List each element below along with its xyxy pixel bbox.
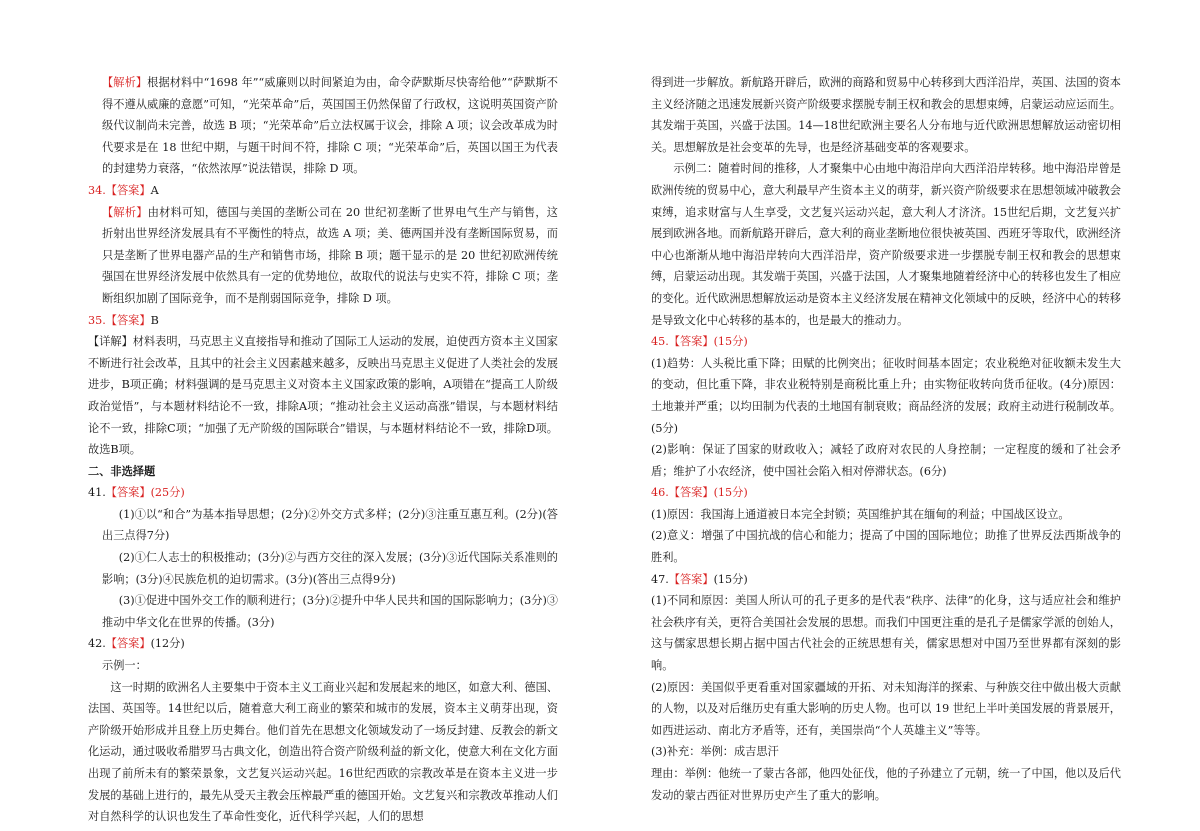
answer-41-part1: (1)①以“和合”为基本指导思想；(2分)②外交方式多样；(2分)③注重互惠互利。(2分)(答出三点得7分)	[102, 507, 558, 543]
answer-35-heading: 35.【答案】B	[88, 313, 159, 327]
answer-46-part2: (2)意义：增强了中国抗战的信心和能力；提高了中国的国际地位；助推了世界反法西斯战争的胜利。	[651, 529, 1121, 565]
answer-47-part2: (2)原因：美国似乎更看重对国家疆域的开拓、对未知海洋的探索、与种族交往中做出极大贡献的人物，以及对后继历史有重大影响的历史人物。也可以 19 世纪上半叶美国发展的背景展开，如西进运动、南北方矛盾等，还有，美国崇尚“个人英雄主义”等等。	[651, 680, 1121, 737]
answer-47-part3: (3)补充：举例：成吉思汗	[651, 745, 779, 759]
left-column	[88, 72, 558, 828]
answer-46-part1: (1)原因：我国海上通道被日本完全封锁；英国维护其在缅甸的利益；中国战区设立。	[651, 507, 1070, 521]
example-one-label: 示例一：	[102, 659, 147, 673]
answer-41-part3: (3)①促进中国外交工作的顺利进行；(3分)②提升中华人民共和国的国际影响力；(3分)③推动中华文化在世界的传播。(3分)	[102, 594, 558, 629]
example-one-body: 这一时期的欧洲名人主要集中于资本主义工商业兴起和发展起来的地区，如意大利、德国、法国、英国等。14世纪以后，随着意大利工商业的繁荣和城市的发展，资本主义萌芽出现，资产阶级开始形成并且登上历史舞台。他们首先在思想文化领域发动了一场反封建、反教会的新文化运动，通过吸收希腊罗马古典文化，创造出符合资产阶级利益的新文化，使意大利在文化方面出现了前所未有的繁荣景象，文艺复兴运动兴起。16世纪西欧的宗教改革是在资本主义进一步发展的基础上进行的，最先从受天主教会压榨最严重的德国开始。文艺复兴和宗教改革推动人们对自然科学的认识也发生了革命性变化，近代科学兴起，人们的思想	[88, 680, 558, 824]
detail-35: 【详解】材料表明，马克思主义直接指导和推动了国际工人运动的发展，迫使西方资本主义国家不断进行社会改革，且其中的社会主义因素越来越多，反映出马克思主义促进了人类社会的发展进步，B项正确；材料强调的是马克思主义对资本主义国家政策的影响，A项错在“提高工人阶级政治觉悟”，与本题材料结论不一致，排除A项；“推动社会主义运动高涨”错误，与本题材料结论不一致，排除C项；“加强了无产阶级的国际联合”错误，与本题材料结论不一致，排除D项。故选B项。	[88, 335, 558, 457]
answer-45-part2: (2)影响：保证了国家的财政收入；减轻了政府对农民的人身控制；一定程度的缓和了社会矛盾；维护了小农经济，使中国社会陷入相对停滞状态。(6分)	[651, 443, 1121, 478]
analysis-tag: 【解析】	[102, 205, 148, 219]
answer-41-heading: 41.【答案】(25分)	[88, 486, 185, 500]
analysis-34: 【解析】由材料可知，德国与美国的垄断公司在 20 世纪初垄断了世界电气生产与销售，这折射出世界经济发展具有不平衡性的特点，故选 A 项；美、德两国并没有垄断国际贸易，而只是垄断了世界电器产品的生产和销售市场，排除 B 项；题干显示的是 20 世纪初欧洲传统强国在世界经济发展中依然具有一定的优势地位，故取代的说法与史实不符，排除 C 项；垄断组织加剧了国际竞争，而不是削弱国际竞争，排除 D 项。	[102, 205, 558, 305]
analysis-tag: 【解析】	[102, 76, 148, 89]
answer-47-part1: (1)不同和原因：美国人所认可的孔子更多的是代表“秩序、法律”的化身，这与适应社会和维护社会秩序有关，更符合美国社会发展的思想。而我们中国更注重的是孔子是儒家学派的创始人，这与儒家思想长期占据中国古代社会的正统思想有关，儒家思想对中国乃至世界都有深刻的影响。	[651, 594, 1121, 673]
answer-46-heading: 46.【答案】(15分)	[651, 486, 748, 500]
answer-45-heading: 45.【答案】(15分)	[651, 335, 748, 349]
example-two: 示例二：随着时间的推移，人才聚集中心由地中海沿岸向大西洋沿岸转移。地中海沿岸曾是欧洲传统的贸易中心，意大利最早产生资本主义的萌芽，新兴资产阶级要求在思想领域冲破教会束缚，追求财富与人生享受，文艺复兴运动兴起，意大利人才济济。15世纪后期，文艺复兴扩展到欧洲各地。而新航路开辟后，意大利的商业垄断地位很快被英国、西班牙等取代，欧洲经济中心也渐渐从地中海沿岸转向大西洋沿岸，资产阶级要求进一步摆脱专制王权和教会的思想束缚，启蒙运动出现。其发端于英国，兴盛于法国，人才聚集地随着经济中心的转移也发生了相应的变化。近代欧洲思想解放运动是资本主义经济发展在精神文化领域中的反映，经济中心的转移是导致文化中心转移的基本的，也是最大的推动力。	[651, 162, 1121, 327]
answer-42-heading: 42.【答案】(12分)	[88, 637, 185, 651]
section-heading: 二、非选择题	[88, 463, 156, 478]
right-column	[651, 72, 1121, 806]
analysis-33: 【解析】根据材料中“1698 年”“威廉则以时间紧迫为由，命令萨默斯尽快寄给他”“萨默斯不得不遵从威廉的意愿”可知，“光荣革命”后，英国国王仍然保留了行政权，这说明英国资产阶级代议制尚未完善，故选 B 项；“光荣革命”后立法权属于议会，排除 A 项；议会改革成为时代要求是在 18 世纪中期，与题干时间不符，排除 C 项；“光荣革命”后，英国以国王为代表的封建势力衰落，“依然浓厚”说法错误，排除 D 项。	[102, 76, 558, 176]
answer-45-part1: (1)趋势：人头税比重下降；田赋的比例突出；征收时间基本固定；农业税绝对征收额未发生大的变动，但比重下降，非农业税特别是商税比重上升；由实物征收转向货币征收。(4分)原因：土地兼并严重；以均田制为代表的土地国有制衰败；商品经济的发展；政府主动进行税制改革。(5分)	[651, 356, 1121, 435]
answer-41-part2: (2)①仁人志士的积极推动；(3分)②与西方交往的深入发展；(3分)③近代国际关系准则的影响；(3分)④民族危机的迫切需求。(3分)(答出三点得9分)	[102, 551, 558, 586]
example-one-continued: 得到进一步解放。新航路开辟后，欧洲的商路和贸易中心转移到大西洋沿岸，英国、法国的资本主义经济随之迅速发展新兴资产阶级要求摆脱专制王权和教会的思想束缚，启蒙运动应运而生。其发端于英国，兴盛于法国。14—18世纪欧洲主要名人分布地与近代欧洲思想解放运动密切相关。思想解放是社会变革的先导，也是经济基础变革的客观要求。	[651, 76, 1121, 154]
answer-47-heading: 47.【答案】(15分)	[651, 572, 748, 586]
answer-34-heading: 34.【答案】A	[88, 183, 159, 197]
answer-47-reason: 理由：举例：他统一了蒙古各部，他四处征伐，他的子孙建立了元朝，统一了中国，他以及后代发动的蒙古西征对世界历史产生了重大的影响。	[651, 767, 1121, 802]
